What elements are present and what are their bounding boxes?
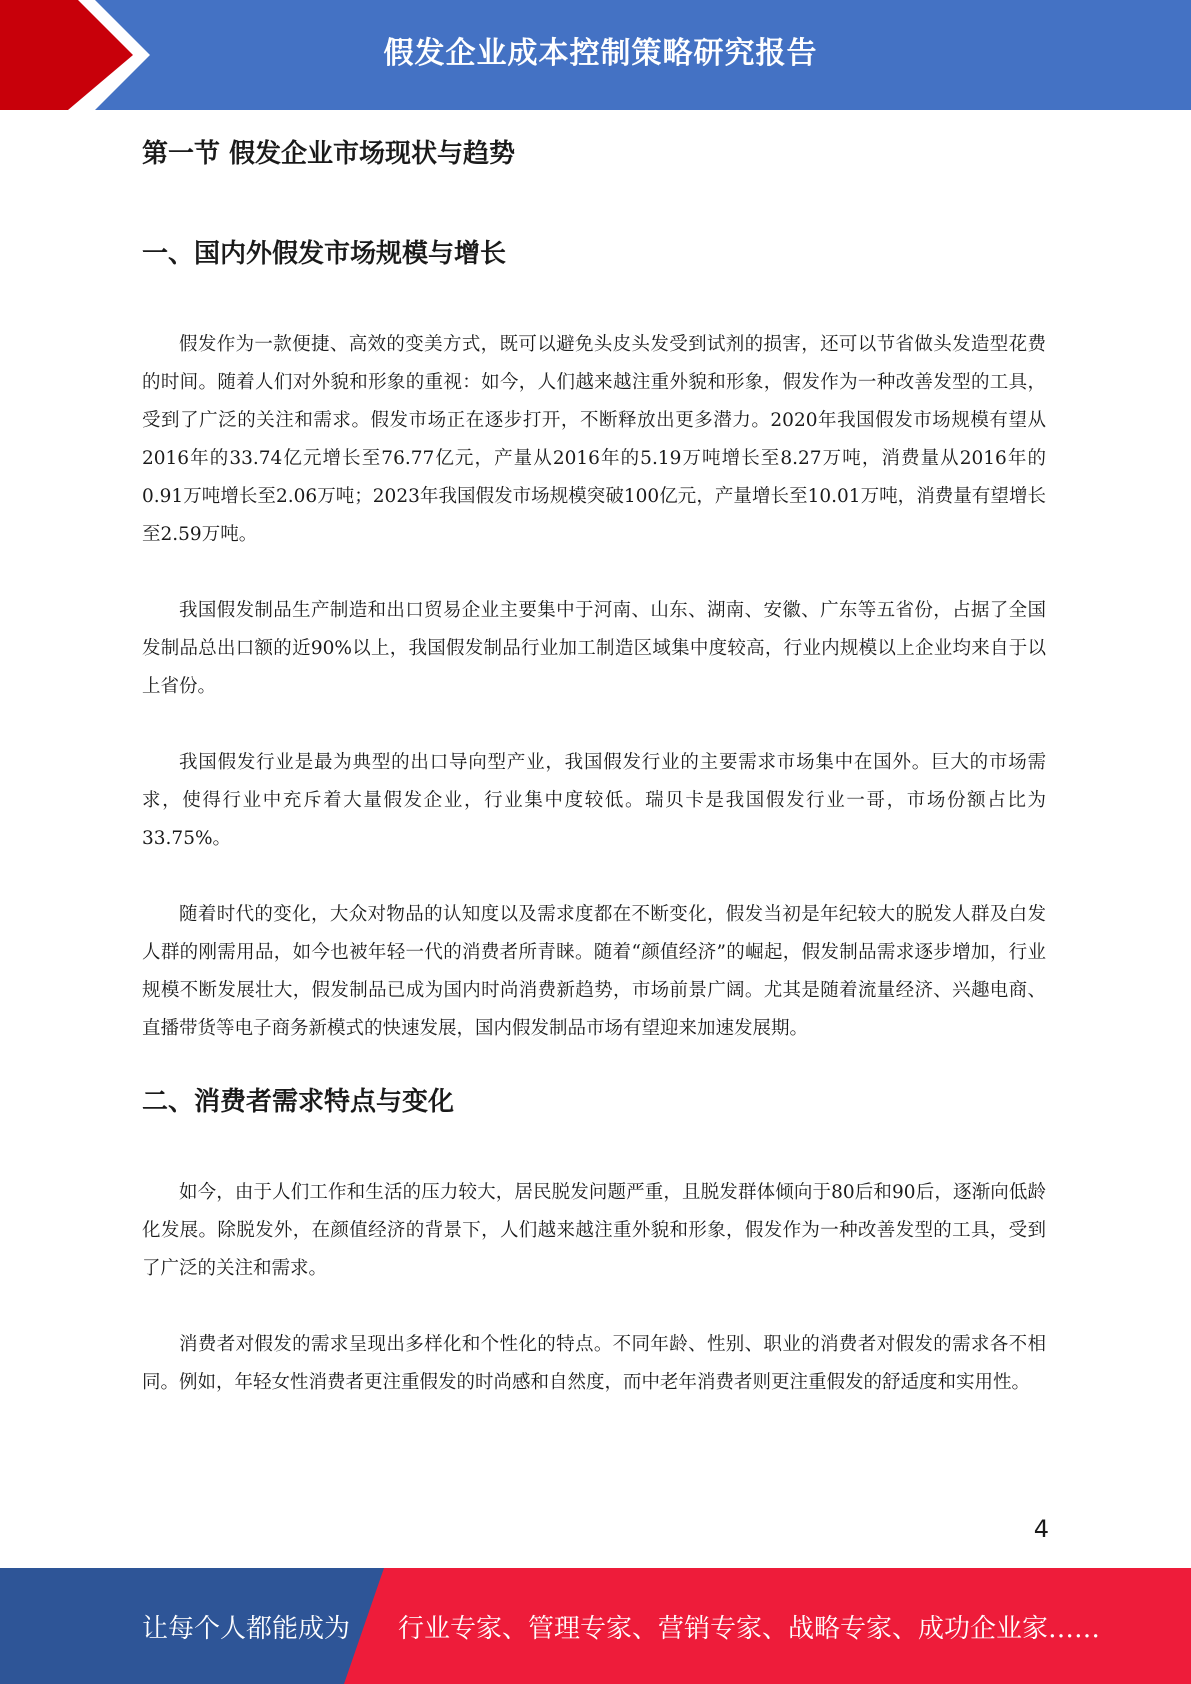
section-title: 第一节 假发企业市场现状与趋势 <box>142 139 516 169</box>
page-number: 4 <box>1033 1515 1049 1543</box>
footer-slogan-left: 让每个人都能成为 <box>142 1613 351 1644</box>
page-header <box>0 0 1191 110</box>
footer-slogan-right: 行业专家、管理专家、营销专家、战略专家、成功企业家…… <box>398 1613 1101 1644</box>
page-content <box>142 118 1046 1402</box>
header-arrow-decoration <box>0 0 260 110</box>
paragraph: 我国假发行业是最为典型的出口导向型产业，我国假发行业的主要需求市场集中在国外。巨大的市场需求，使得行业中充斥着大量假发企业，行业集中度较低。瑞贝卡是我国假发行业一哥，市场份额占比为33.75%。 <box>142 752 1046 849</box>
paragraph: 消费者对假发的需求呈现出多样化和个性化的特点。不同年龄、性别、职业的消费者对假发的需求各不相同。例如，年轻女性消费者更注重假发的时尚感和自然度，而中老年消费者则更注重假发的舒适度和实用性。 <box>142 1334 1046 1393</box>
paragraph: 随着时代的变化，大众对物品的认知度以及需求度都在不断变化，假发当初是年纪较大的脱发人群及白发人群的刚需用品，如今也被年轻一代的消费者所青睐。随着“颜值经济”的崛起，假发制品需求逐步增加，行业规模不断发展壮大，假发制品已成为国内时尚消费新趋势，市场前景广阔。尤其是随着流量经济、兴趣电商、直播带货等电子商务新模式的快速发展，国内假发制品市场有望迎来加速发展期。 <box>142 904 1046 1039</box>
page-footer <box>0 1568 1191 1684</box>
report-title: 假发企业成本控制策略研究报告 <box>383 36 818 71</box>
paragraph: 假发作为一款便捷、高效的变美方式，既可以避免头皮头发受到试剂的损害，还可以节省做头发造型花费的时间。随着人们对外貌和形象的重视：如今，人们越来越注重外貌和形象，假发作为一种改善发型的工具，受到了广泛的关注和需求。假发市场正在逐步打开，不断释放出更多潜力。2020年我国假发市场规模有望从2016年的33.74亿元增长至76.77亿元，产量从2016年的5.19万吨增长至8.27万吨，消费量从2016年的0.91万吨增长至2.06万吨；2023年我国假发市场规模突破100亿元，产量增长至10.01万吨，消费量有望增长至2.59万吨。 <box>142 334 1046 545</box>
subsection-title-1: 一、国内外假发市场规模与增长 <box>142 239 507 269</box>
paragraph: 我国假发制品生产制造和出口贸易企业主要集中于河南、山东、湖南、安徽、广东等五省份，占据了全国发制品总出口额的近90%以上，我国假发制品行业加工制造区域集中度较高，行业内规模以上企业均来自于以上省份。 <box>142 600 1046 697</box>
subsection-title-2: 二、消费者需求特点与变化 <box>142 1087 455 1117</box>
paragraph: 如今，由于人们工作和生活的压力较大，居民脱发问题严重，且脱发群体倾向于80后和90后，逐渐向低龄化发展。除脱发外，在颜值经济的背景下，人们越来越注重外貌和形象，假发作为一种改善发型的工具，受到了广泛的关注和需求。 <box>142 1182 1046 1279</box>
